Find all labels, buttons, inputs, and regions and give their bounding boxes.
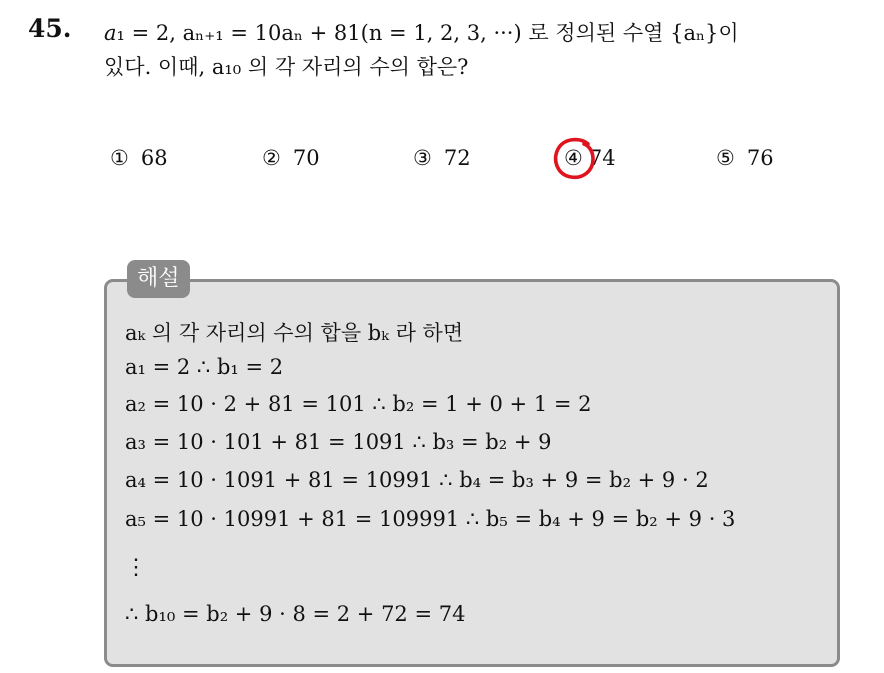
question-stem-line-2: 있다. 이때, a₁₀ 의 각 자리의 수의 합은?	[104, 55, 469, 79]
answer-circle-mark	[552, 135, 598, 181]
stem-line-1-text: ₁ = 2, aₙ₊₁ = 10aₙ + 81(n = 1, 2, 3, ···) 로 정의된 수열 {aₙ}이	[116, 21, 739, 45]
solution-line-3: a₂ = 10 · 2 + 81 = 101 ∴ b₂ = 1 + 0 + 1 = 2	[125, 392, 592, 416]
choice-value: 72	[443, 146, 471, 170]
choice-value: 70	[292, 146, 320, 170]
answer-choices	[0, 146, 884, 176]
choice-5[interactable]	[716, 146, 774, 170]
math-variable: a	[104, 21, 117, 45]
solution-line-1: aₖ 의 각 자리의 수의 합을 bₖ 라 하면	[125, 321, 464, 345]
solution-line-4: a₃ = 10 · 101 + 81 = 1091 ∴ b₃ = b₂ + 9	[125, 430, 552, 454]
choice-number: ⑤	[716, 146, 735, 170]
choice-3[interactable]	[413, 146, 471, 170]
question-stem-line-1	[104, 16, 874, 50]
choice-number: ②	[262, 146, 281, 170]
choice-number: ①	[110, 146, 129, 170]
solution-line-6: a₅ = 10 · 10991 + 81 = 109991 ∴ b₅ = b₄ + 9 = b₂ + 9 · 3	[125, 507, 736, 531]
solution-line-2: a₁ = 2 ∴ b₁ = 2	[125, 355, 284, 379]
choice-number: ④	[564, 146, 583, 170]
choice-number: ③	[413, 146, 432, 170]
question-stem	[104, 16, 874, 84]
solution-tag: 해설	[127, 260, 190, 298]
question-number: 45.	[28, 14, 72, 43]
solution-vdots: ⋮	[125, 555, 147, 580]
choice-value: 76	[746, 146, 774, 170]
choice-value: 74	[588, 146, 616, 170]
choice-1[interactable]	[110, 146, 168, 170]
solution-line-conclusion: ∴ b₁₀ = b₂ + 9 · 8 = 2 + 72 = 74	[125, 602, 466, 626]
choice-value: 68	[140, 146, 168, 170]
choice-2[interactable]	[262, 146, 320, 170]
solution-line-5: a₄ = 10 · 1091 + 81 = 10991 ∴ b₄ = b₃ + 9 = b₂ + 9 · 2	[125, 468, 709, 492]
